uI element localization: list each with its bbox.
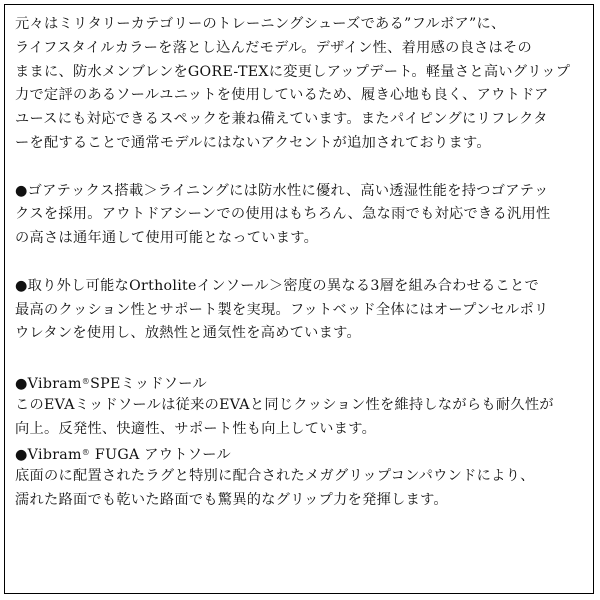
- heading-suffix: FUGA アウトソール: [90, 447, 231, 464]
- product-description: [15, 13, 590, 513]
- vibram-spe-heading: [15, 370, 590, 394]
- text-line: 力で定評のあるソールユニットを使用しているため、履き心地も良く、アウトドア: [15, 87, 549, 104]
- text-line: 向上。反発性、快適性、サポート性も向上しています。: [15, 420, 377, 437]
- gore-tex-paragraph: [15, 180, 590, 251]
- ortholite-paragraph: [15, 275, 590, 346]
- text-line: ウレタンを使用し、放熱性と通気性を高めています。: [15, 325, 361, 342]
- text-line: の高さは通年通して使用可能となっています。: [15, 230, 319, 247]
- heading-suffix: SPEミッドソール: [90, 375, 207, 392]
- text-line: ライフスタイルカラーを落とし込んだモデル。デザイン性、着用感の良さはその: [15, 39, 533, 56]
- text-line: ●ゴアテックス搭載＞ライニングには防水性に優れ、高い透湿性能を持つゴアテッ: [15, 182, 549, 199]
- registered-mark: ®: [81, 376, 91, 386]
- intro-paragraph: [15, 13, 590, 156]
- vibram-spe-section: [15, 370, 590, 441]
- text-line: 濡れた路面でも乾いた路面でも驚異的なグリップ力を発揮します。: [15, 491, 448, 508]
- vibram-fuga-heading: [15, 441, 590, 465]
- text-line: ままに、防水メンブレンをGORE-TEXに変更しアップデート。軽量さと高いグリップ: [15, 63, 571, 80]
- text-line: クスを採用。アウトドアシーンでの使用はもちろん、急な雨でも対応できる汎用性: [15, 206, 551, 223]
- text-line: 最高のクッション性とサポート製を実現。フットベッド全体にはオープンセルポリ: [15, 301, 549, 318]
- spacer: [15, 346, 590, 370]
- text-line: このEVAミッドソールは従来のEVAと同じクッション性を維持しながらも耐久性が: [15, 396, 554, 413]
- spacer: [15, 156, 590, 180]
- spacer: [15, 251, 590, 275]
- text-line: 底面のに配置されたラグと特別に配合されたメガグリップコンパウンドにより、: [15, 468, 535, 485]
- text-line: 元々はミリタリーカテゴリーのトレーニングシューズである”フルボア”に、: [15, 16, 506, 32]
- text-line: ーを配することで通常モデルにはないアクセントが追加されております。: [15, 134, 491, 151]
- text-line: ユースにも対応できるスペックを兼ね備えています。またパイピングにリフレクタ: [15, 111, 548, 128]
- text-frame: [4, 4, 594, 594]
- heading-prefix: ●Vibram: [15, 375, 82, 392]
- vibram-fuga-section: [15, 441, 590, 512]
- text-line: ●取り外し可能なOrtholiteインソール＞密度の異なる3層を組み合わせることで: [15, 277, 540, 294]
- registered-mark: ®: [81, 448, 91, 458]
- heading-prefix: ●Vibram: [15, 447, 82, 464]
